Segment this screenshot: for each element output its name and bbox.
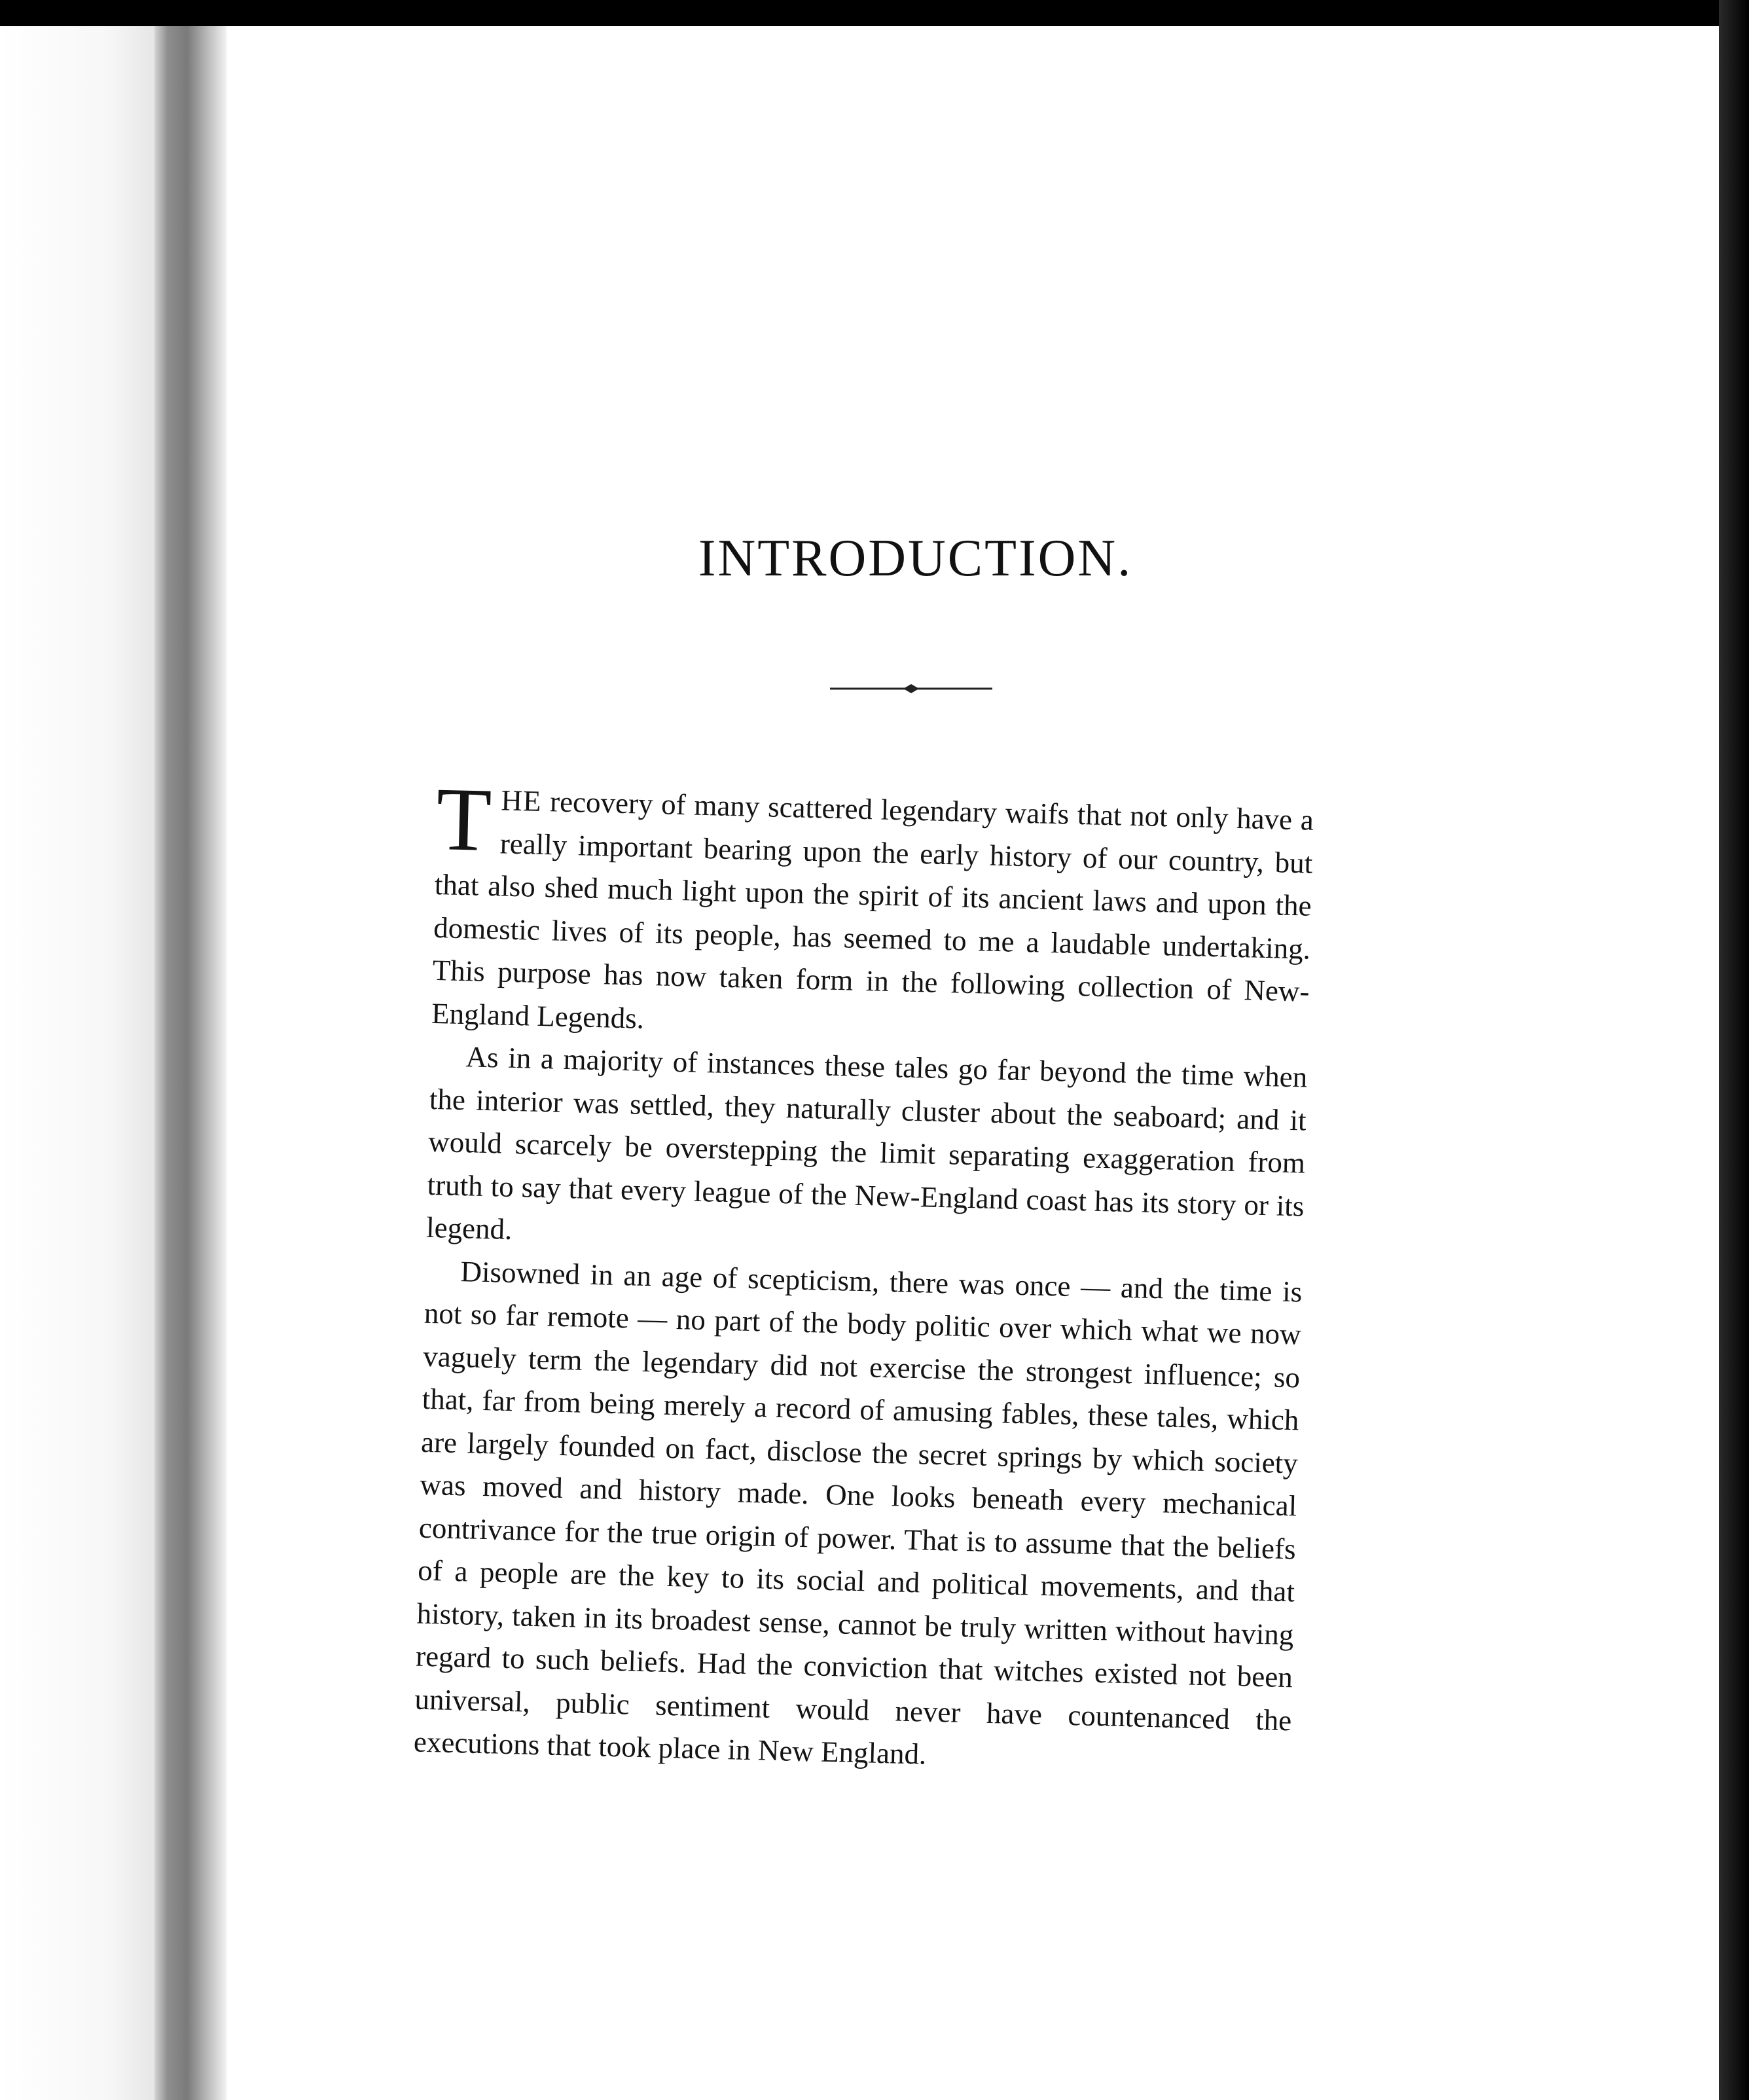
text-page <box>226 26 1719 2100</box>
paragraph-3: Disowned in an age of scepticism, there was once — and the time is not so far remote — no part of the body politic over which what we now vaguely term the legendary did not exercise the strongest influence; so that, far from being merely a record of amusing fables, these tales, which are largely founded on fact, disclose the secret springs by which society was moved and history made. One looks beneath every mechanical contrivance for the true origin of power. That is to assume that the beliefs of a people are the key to its social and political movements, and that history, taken in its broadest sense, cannot be truly written without having regard to such beliefs. Had the conviction that witches existed not been universal, public sentiment would never have countenanced the executions that took place in New England. <box>413 1254 1303 1771</box>
scan-right-border <box>1719 0 1749 2100</box>
page-title: INTRODUCTION. <box>698 530 1133 587</box>
paragraph-1 <box>431 769 1314 1057</box>
title-ornament-rule <box>830 682 992 695</box>
lead-caps: HE <box>500 784 543 818</box>
drop-cap: T <box>435 769 493 871</box>
paragraph-1-text: recovery of many scattered legendary waifs that not only have a really important bearing upon the early history of our country, but that also shed much light upon the spirit of its ancient laws and upon the domestic lives of its people, has seemed to me a laudable undertaking. This purpose has now taken form in the following collection of New-England Legends. <box>431 784 1314 1035</box>
left-facing-page <box>0 26 154 2100</box>
paragraph-2: As in a majority of instances these tales go far beyond the time when the interior was settled, they naturally cluster about the seaboard; and it would scarcely be overstepping the limit separating exaggeration from truth to say that every league of the New-England coast has its story or its legend. <box>425 1040 1308 1246</box>
book-gutter <box>154 26 226 2100</box>
body-text <box>413 769 1314 1785</box>
scan-top-border <box>0 0 1749 26</box>
